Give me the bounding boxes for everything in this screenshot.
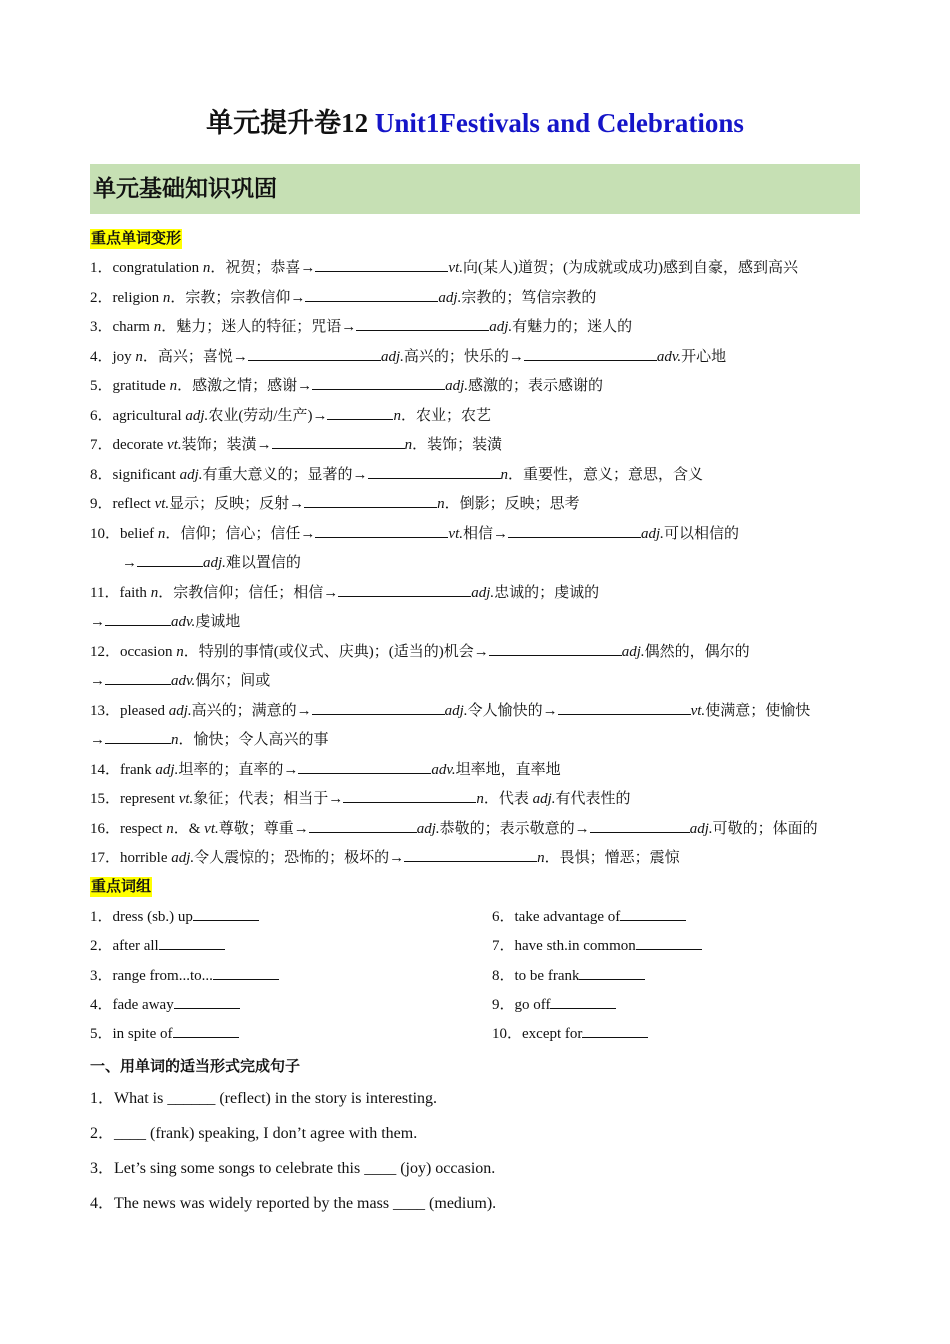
- word-item-4: 4．joy n．高兴；喜悦→ adj.高兴的；快乐的→ adv.开心地: [90, 345, 726, 368]
- word-item-16: 16．respect n．& vt.尊敬；尊重→ adj.恭敬的；表示敬意的→ adj.可敬的；体面的: [90, 817, 818, 840]
- phrase-item-5: 5．in spite of: [90, 1022, 239, 1045]
- answer-blank[interactable]: [579, 964, 645, 980]
- title-cn: 单元提升卷12: [206, 108, 375, 138]
- word-item-11: 11．faith n．宗教信仰；信任；相信→ adj.忠诚的；虔诚的: [90, 581, 599, 604]
- phrase-item-10: 10．except for: [492, 1022, 648, 1045]
- phrase-item-7: 7．have sth.in common: [492, 934, 702, 957]
- answer-blank[interactable]: [248, 345, 381, 361]
- word-item-12: 12．occasion n．特别的事情(或仪式、庆典)；(适当的)机会→ adj.偶然的，偶尔的: [90, 640, 750, 663]
- exercise-blank[interactable]: ______: [167, 1090, 216, 1107]
- exercise-3: 3．Let’s sing some songs to celebrate this ____ (joy) occasion.: [90, 1160, 496, 1177]
- phrase-item-8: 8．to be frank: [492, 964, 645, 987]
- phrase-item-1: 1．dress (sb.) up: [90, 905, 259, 928]
- word-item-8: 8．significant adj.有重大意义的；显著的→ n．重要性，意义；意思，含义: [90, 463, 703, 486]
- answer-blank[interactable]: [508, 522, 641, 538]
- word-item-13-cont: → n．愉快；令人高兴的事: [90, 728, 329, 751]
- answer-blank[interactable]: [582, 1022, 648, 1038]
- answer-blank[interactable]: [213, 964, 279, 980]
- answer-blank[interactable]: [173, 1022, 239, 1038]
- exercise-blank[interactable]: ____: [114, 1125, 147, 1142]
- answer-blank[interactable]: [590, 817, 690, 833]
- word-item-7: 7．decorate vt.装饰；装潢→ n．装饰；装潢: [90, 433, 502, 456]
- answer-blank[interactable]: [404, 846, 537, 862]
- phrase-item-6: 6．take advantage of: [492, 905, 686, 928]
- answer-blank[interactable]: [105, 728, 171, 744]
- answer-blank[interactable]: [343, 787, 476, 803]
- word-item-15: 15．represent vt.象征；代表；相当于→ n．代表 adj.有代表性的: [90, 787, 631, 810]
- word-item-10: 10．belief n．信仰；信心；信任→ vt.相信→ adj.可以相信的: [90, 522, 739, 545]
- answer-blank[interactable]: [312, 699, 445, 715]
- word-item-17: 17．horrible adj.令人震惊的；恐怖的；极坏的→ n．畏惧；憎恶；震惊: [90, 846, 680, 869]
- answer-blank[interactable]: [620, 905, 686, 921]
- answer-blank[interactable]: [338, 581, 471, 597]
- phrase-item-9: 9．go off: [492, 993, 616, 1016]
- word-item-13: 13．pleased adj.高兴的；满意的→ adj.令人愉快的→ vt.使满意；使愉快: [90, 699, 810, 722]
- word-item-14: 14．frank adj.坦率的；直率的→ adv.坦率地，直率地: [90, 758, 561, 781]
- phrase-item-3: 3．range from...to...: [90, 964, 279, 987]
- answer-blank[interactable]: [356, 315, 489, 331]
- answer-blank[interactable]: [137, 551, 203, 567]
- answer-blank[interactable]: [105, 610, 171, 626]
- answer-blank[interactable]: [315, 256, 448, 272]
- answer-blank[interactable]: [327, 404, 393, 420]
- exercise-blank[interactable]: ____: [393, 1195, 426, 1212]
- answer-blank[interactable]: [193, 905, 259, 921]
- title-en: Unit1Festivals and Celebrations: [374, 108, 744, 138]
- answer-blank[interactable]: [298, 758, 431, 774]
- answer-blank[interactable]: [304, 492, 437, 508]
- answer-blank[interactable]: [174, 993, 240, 1009]
- answer-blank[interactable]: [636, 934, 702, 950]
- word-section-label: 重点单词变形: [91, 231, 182, 247]
- answer-blank[interactable]: [558, 699, 691, 715]
- answer-blank[interactable]: [105, 669, 171, 685]
- phrase-item-4: 4．fade away: [90, 993, 240, 1016]
- section-band: 单元基础知识巩固: [90, 164, 860, 214]
- word-item-10-cont: → adj.难以置信的: [122, 551, 301, 574]
- answer-blank[interactable]: [524, 345, 657, 361]
- word-item-1: 1．congratulation n．祝贺；恭喜→ vt.向(某人)道贺；(为成就或成功)感到自豪，感到高兴: [90, 256, 798, 279]
- answer-blank[interactable]: [305, 286, 438, 302]
- word-item-3: 3．charm n．魅力；迷人的特征；咒语→ adj.有魅力的；迷人的: [90, 315, 632, 338]
- word-item-6: 6．agricultural adj.农业(劳动/生产)→ n．农业；农艺: [90, 404, 491, 427]
- exercise-section-heading: 一、用单词的适当形式完成句子: [90, 1059, 301, 1075]
- word-item-11-cont: → adv.虔诚地: [90, 610, 240, 633]
- exercise-4: 4．The news was widely reported by the mass ____ (medium).: [90, 1195, 497, 1212]
- word-item-9: 9．reflect vt.显示；反映；反射→ n．倒影；反映；思考: [90, 492, 580, 515]
- exercise-1: 1．What is ______ (reflect) in the story is interesting.: [90, 1090, 438, 1107]
- phrase-item-2: 2．after all: [90, 934, 225, 957]
- answer-blank[interactable]: [312, 374, 445, 390]
- answer-blank[interactable]: [368, 463, 501, 479]
- answer-blank[interactable]: [159, 934, 225, 950]
- word-item-2: 2．religion n．宗教；宗教信仰→ adj.宗教的；笃信宗教的: [90, 286, 596, 309]
- page-title: [0, 104, 950, 142]
- answer-blank[interactable]: [550, 993, 616, 1009]
- exercise-blank[interactable]: ____: [364, 1160, 397, 1177]
- phrase-section-label: 重点词组: [91, 879, 152, 895]
- answer-blank[interactable]: [272, 433, 405, 449]
- answer-blank[interactable]: [489, 640, 622, 656]
- word-item-12-cont: → adv.偶尔；间或: [90, 669, 270, 692]
- exercise-2: 2．____ (frank) speaking, I don’t agree with them.: [90, 1125, 418, 1142]
- answer-blank[interactable]: [315, 522, 448, 538]
- word-item-5: 5．gratitude n．感激之情；感谢→ adj.感激的；表示感谢的: [90, 374, 603, 397]
- answer-blank[interactable]: [309, 817, 417, 833]
